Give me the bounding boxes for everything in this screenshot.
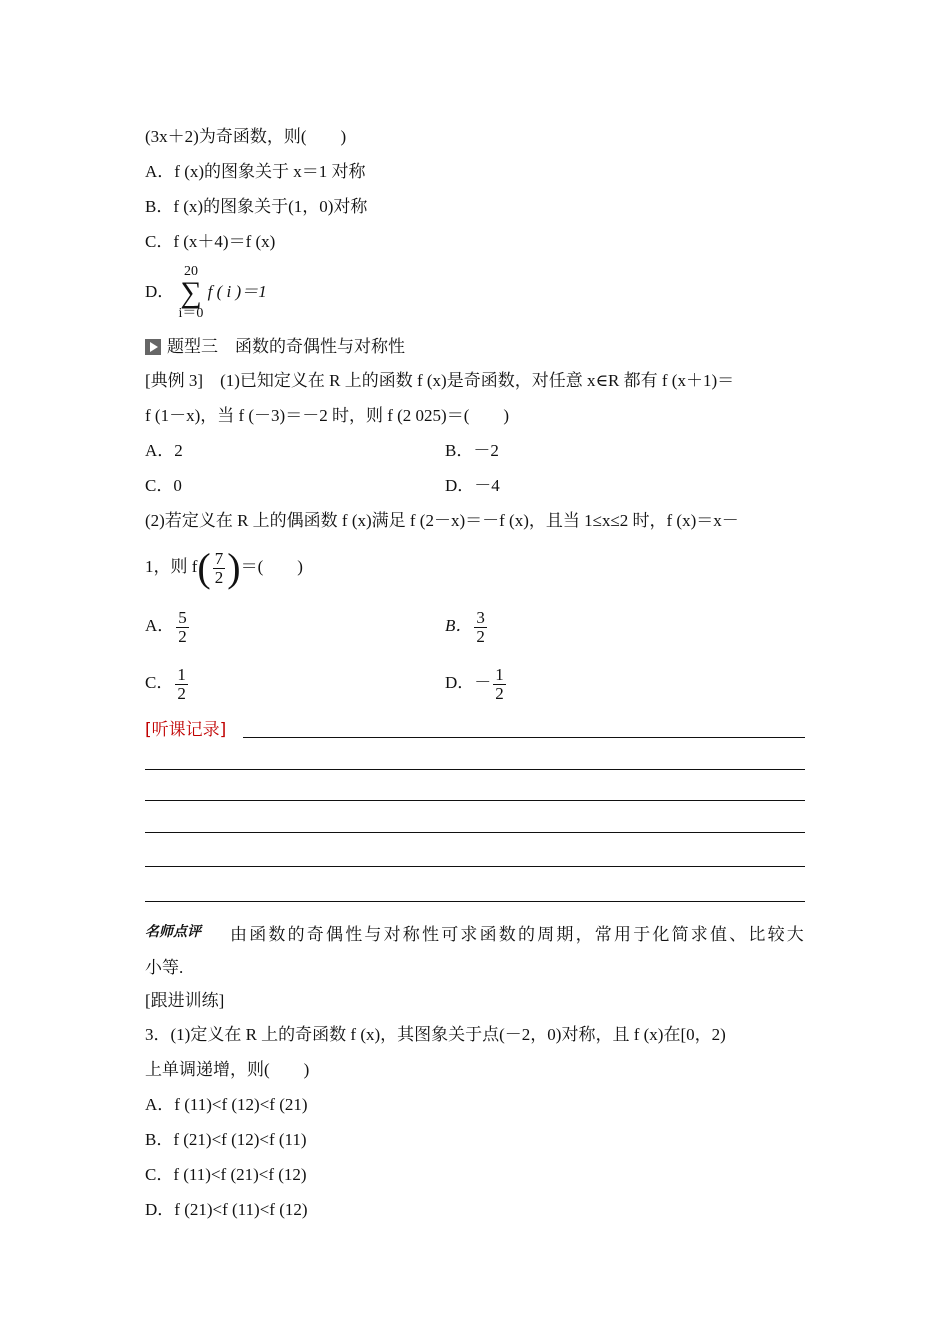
fraction-denominator: 2 (495, 683, 504, 703)
example3-option-d: D．－4 (445, 476, 500, 495)
sum-lower-limit: i＝0 (178, 306, 204, 322)
option-label: A． (145, 616, 175, 635)
option-c: C．f (x＋4)＝f (x) (145, 232, 276, 251)
q3-option-b: B．f (21)<f (12)<f (11) (145, 1130, 307, 1149)
right-paren: ) (227, 545, 241, 591)
option-a: A．f (x)的图象关于 x＝1 对称 (145, 162, 366, 181)
fraction (176, 609, 189, 646)
option-label: C． (145, 673, 174, 692)
notes-line (145, 769, 805, 770)
section-heading (145, 336, 405, 358)
option-d (145, 262, 267, 322)
option-d-label: D． (145, 282, 175, 301)
comment-text-line1: 由函数的奇偶性与对称性可求函数的周期，常用于化简求值、比较大 (230, 925, 806, 944)
example3-part2-option-c (145, 661, 190, 705)
followup-title: [跟进训练] (145, 991, 225, 1010)
option-b: B．f (x)的图象关于(1，0)对称 (145, 197, 368, 216)
q3-option-c: C．f (11)<f (21)<f (12) (145, 1165, 307, 1184)
comment-label (145, 920, 201, 943)
q3-line1: 3．(1)定义在 R 上的奇函数 f (x)，其图象关于点(－2，0)对称，且 f (x)在[0，2) (145, 1025, 726, 1044)
notes-line (145, 901, 805, 902)
part2-suffix: ＝( ) (240, 557, 303, 576)
sum-expression: f ( i )＝1 (207, 282, 267, 301)
fraction-numerator: 3 (476, 607, 485, 627)
example3-part2-option-d (445, 661, 508, 705)
fraction (493, 666, 506, 703)
fraction-denominator: 2 (177, 683, 186, 703)
notes-line (145, 832, 805, 833)
fraction-denominator: 2 (476, 626, 485, 646)
fraction-numerator: 1 (495, 664, 504, 684)
example3-line1: [典例 3] (1)已知定义在 R 上的函数 f (x)是奇函数，对任意 x∈R 都有 f (x＋1)＝ (145, 371, 735, 390)
left-paren: ( (197, 545, 211, 591)
sigma-icon: ∑ (180, 276, 202, 310)
notes-label: [听课记录] (145, 720, 227, 740)
play-triangle-icon (145, 339, 161, 355)
option-label: D．－ (445, 673, 492, 692)
sum-upper-limit: 20 (183, 264, 198, 280)
fraction-seven-halves (213, 550, 226, 587)
fraction-numerator: 5 (178, 607, 187, 627)
fraction-denominator: 2 (178, 626, 187, 646)
notes-line (145, 866, 805, 867)
question-stem-tail: (3x＋2)为奇函数，则( ) (145, 127, 347, 146)
notes-line (145, 800, 805, 801)
fraction-numerator: 1 (177, 664, 186, 684)
comment-text-line2: 小等. (145, 958, 184, 977)
example3-part2-option-b (445, 604, 489, 648)
example3-option-a: A．2 (145, 441, 183, 460)
fraction (474, 609, 487, 646)
fraction (175, 666, 188, 703)
part2-prefix: 1，则 f (145, 557, 198, 576)
option-label: B． (445, 616, 473, 635)
example3-line2: f (1－x)，当 f (－3)＝－2 时，则 f (2 025)＝( ) (145, 406, 510, 425)
example3-option-c: C．0 (145, 476, 182, 495)
example3-part2-line2 (145, 542, 303, 592)
q3-line2: 上单调递增，则( ) (145, 1060, 310, 1079)
fraction-numerator: 7 (214, 548, 224, 568)
comment-label-text: 名师点评 (145, 924, 201, 940)
summation-symbol (179, 265, 204, 321)
q3-option-d: D．f (21)<f (11)<f (12) (145, 1200, 308, 1219)
q3-option-a: A．f (11)<f (12)<f (21) (145, 1095, 308, 1114)
example3-part2-option-a (145, 604, 191, 648)
example3-option-b: B．－2 (445, 441, 499, 460)
example3-part2-line1: (2)若定义在 R 上的偶函数 f (x)满足 f (2－x)＝－f (x)，且当 1≤x≤2 时，f (x)＝x－ (145, 511, 739, 530)
section-title: 题型三 函数的奇偶性与对称性 (167, 337, 405, 357)
notes-line (243, 737, 805, 738)
fraction-denominator: 2 (214, 567, 224, 587)
